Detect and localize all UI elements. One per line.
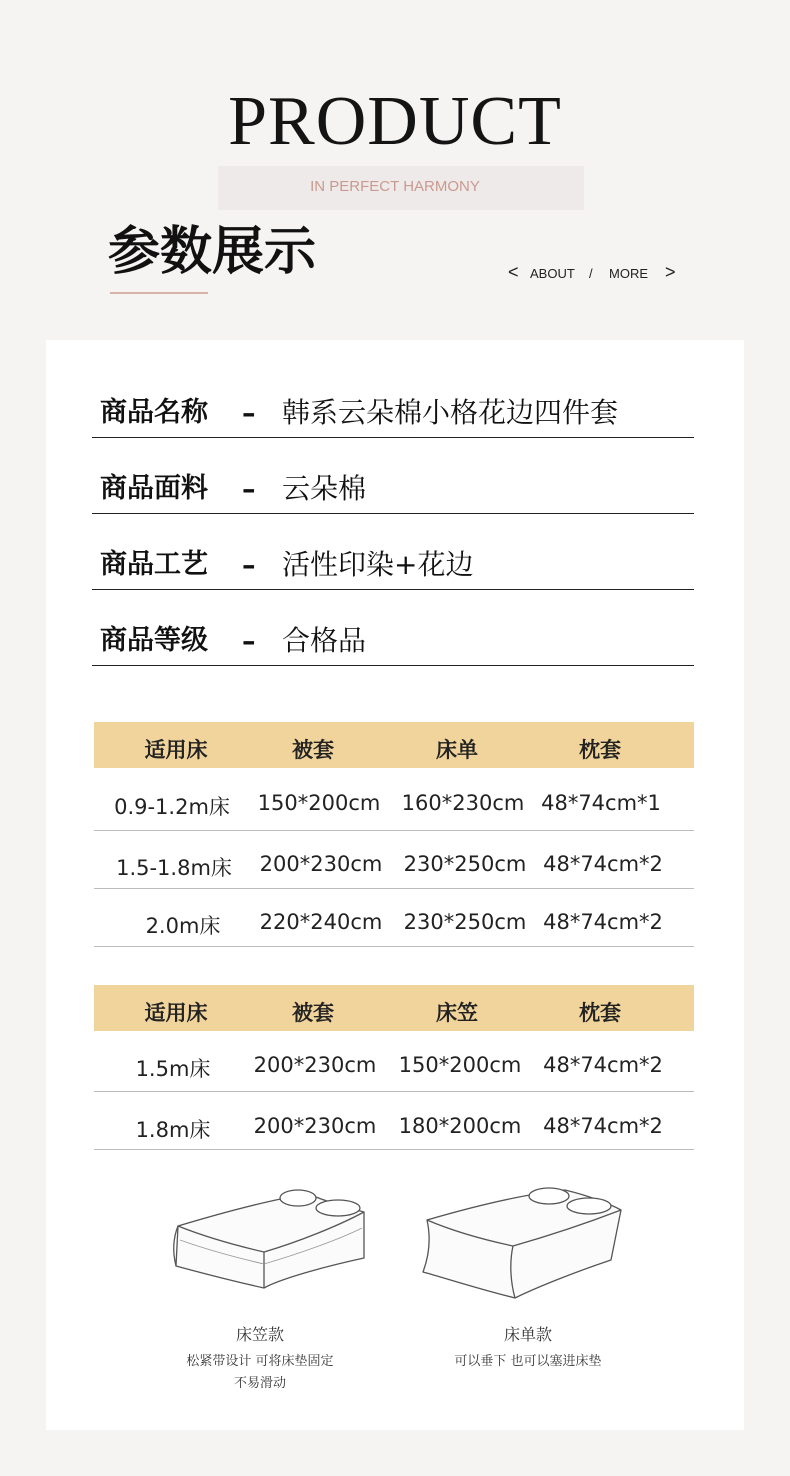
table-header-cell: 床笠	[436, 1001, 478, 1025]
spec-label: 商品等级	[100, 625, 208, 656]
size-table-flat	[94, 722, 694, 948]
flat-sheet-bed-icon	[415, 1180, 625, 1305]
spec-row-grade	[92, 589, 694, 666]
table-cell: 48*74cm*2	[543, 910, 663, 934]
spec-label: 商品工艺	[100, 549, 208, 580]
table-header-cell: 枕套	[579, 1001, 621, 1025]
flat-caption	[428, 1322, 628, 1373]
spec-value: 云朵棉	[282, 472, 367, 505]
chevron-right-icon[interactable]: >	[665, 262, 676, 282]
table-cell: 1.8m床	[135, 1118, 211, 1142]
table-cell: 1.5m床	[135, 1057, 211, 1081]
spec-label: 商品名称	[100, 397, 208, 428]
table-cell: 230*250cm	[403, 852, 527, 876]
table-row	[94, 1092, 694, 1150]
table-header-cell: 适用床	[144, 1001, 208, 1025]
spec-value: 韩系云朵棉小格花边四件套	[282, 396, 619, 429]
table-cell: 48*74cm*1	[541, 791, 661, 815]
spec-dash: –	[242, 550, 256, 581]
table-row	[94, 768, 694, 831]
table-cell: 0.9-1.2m床	[114, 795, 230, 819]
table-header-cell: 枕套	[579, 738, 621, 762]
nav-more-link[interactable]: MORE	[609, 266, 648, 281]
spec-value: 合格品	[282, 624, 367, 657]
flat-caption-desc: 可以垂下 也可以塞进床垫	[454, 1354, 602, 1369]
table-row	[94, 1031, 694, 1092]
section-underline	[110, 292, 208, 294]
page-subtitle: IN PERFECT HARMONY	[310, 178, 480, 195]
table-cell: 1.5-1.8m床	[116, 856, 232, 880]
chevron-left-icon[interactable]: <	[508, 262, 519, 282]
table-cell: 200*230cm	[253, 1053, 377, 1077]
section-title: 参数展示	[108, 222, 317, 282]
table-cell: 2.0m床	[145, 914, 221, 938]
table-row	[94, 889, 694, 947]
table-cell: 200*230cm	[253, 1114, 377, 1138]
table-header-cell: 被套	[292, 1001, 334, 1025]
fitted-caption	[160, 1322, 360, 1395]
nav-about-link[interactable]: ABOUT	[530, 266, 575, 281]
table-header-cell: 被套	[292, 738, 334, 762]
fitted-caption-desc-2: 不易滑动	[233, 1376, 286, 1391]
fitted-sheet-bed-icon	[168, 1180, 373, 1300]
table-header-cell: 床单	[436, 738, 478, 762]
table-header-cell: 适用床	[144, 738, 208, 762]
table-cell: 230*250cm	[403, 910, 527, 934]
table-cell: 220*240cm	[259, 910, 383, 934]
nav-separator: /	[589, 266, 593, 281]
fitted-caption-desc: 松紧带设计 可将床垫固定	[186, 1354, 334, 1369]
table-cell: 180*200cm	[398, 1114, 522, 1138]
page-title: PRODUCT	[228, 83, 562, 160]
spec-dash: –	[242, 474, 256, 505]
spec-row-craft	[92, 513, 694, 590]
table-cell: 160*230cm	[401, 791, 525, 815]
spec-label: 商品面料	[100, 473, 208, 504]
spec-row-name	[92, 361, 694, 438]
table-header	[94, 722, 694, 768]
table-cell: 48*74cm*2	[543, 1114, 663, 1138]
table-header	[94, 985, 694, 1031]
table-cell: 150*200cm	[398, 1053, 522, 1077]
table-cell: 48*74cm*2	[543, 852, 663, 876]
table-cell: 48*74cm*2	[543, 1053, 663, 1077]
spec-row-fabric	[92, 437, 694, 514]
spec-dash: –	[242, 398, 256, 429]
spec-dash: –	[242, 626, 256, 657]
fitted-caption-title: 床笠款	[235, 1325, 284, 1344]
table-cell: 200*230cm	[259, 852, 383, 876]
table-row	[94, 831, 694, 889]
about-more-nav[interactable]	[508, 264, 680, 284]
size-table-fitted	[94, 985, 694, 1151]
flat-caption-title: 床单款	[503, 1325, 552, 1344]
spec-value: 活性印染+花边	[282, 548, 474, 581]
table-cell: 150*200cm	[257, 791, 381, 815]
